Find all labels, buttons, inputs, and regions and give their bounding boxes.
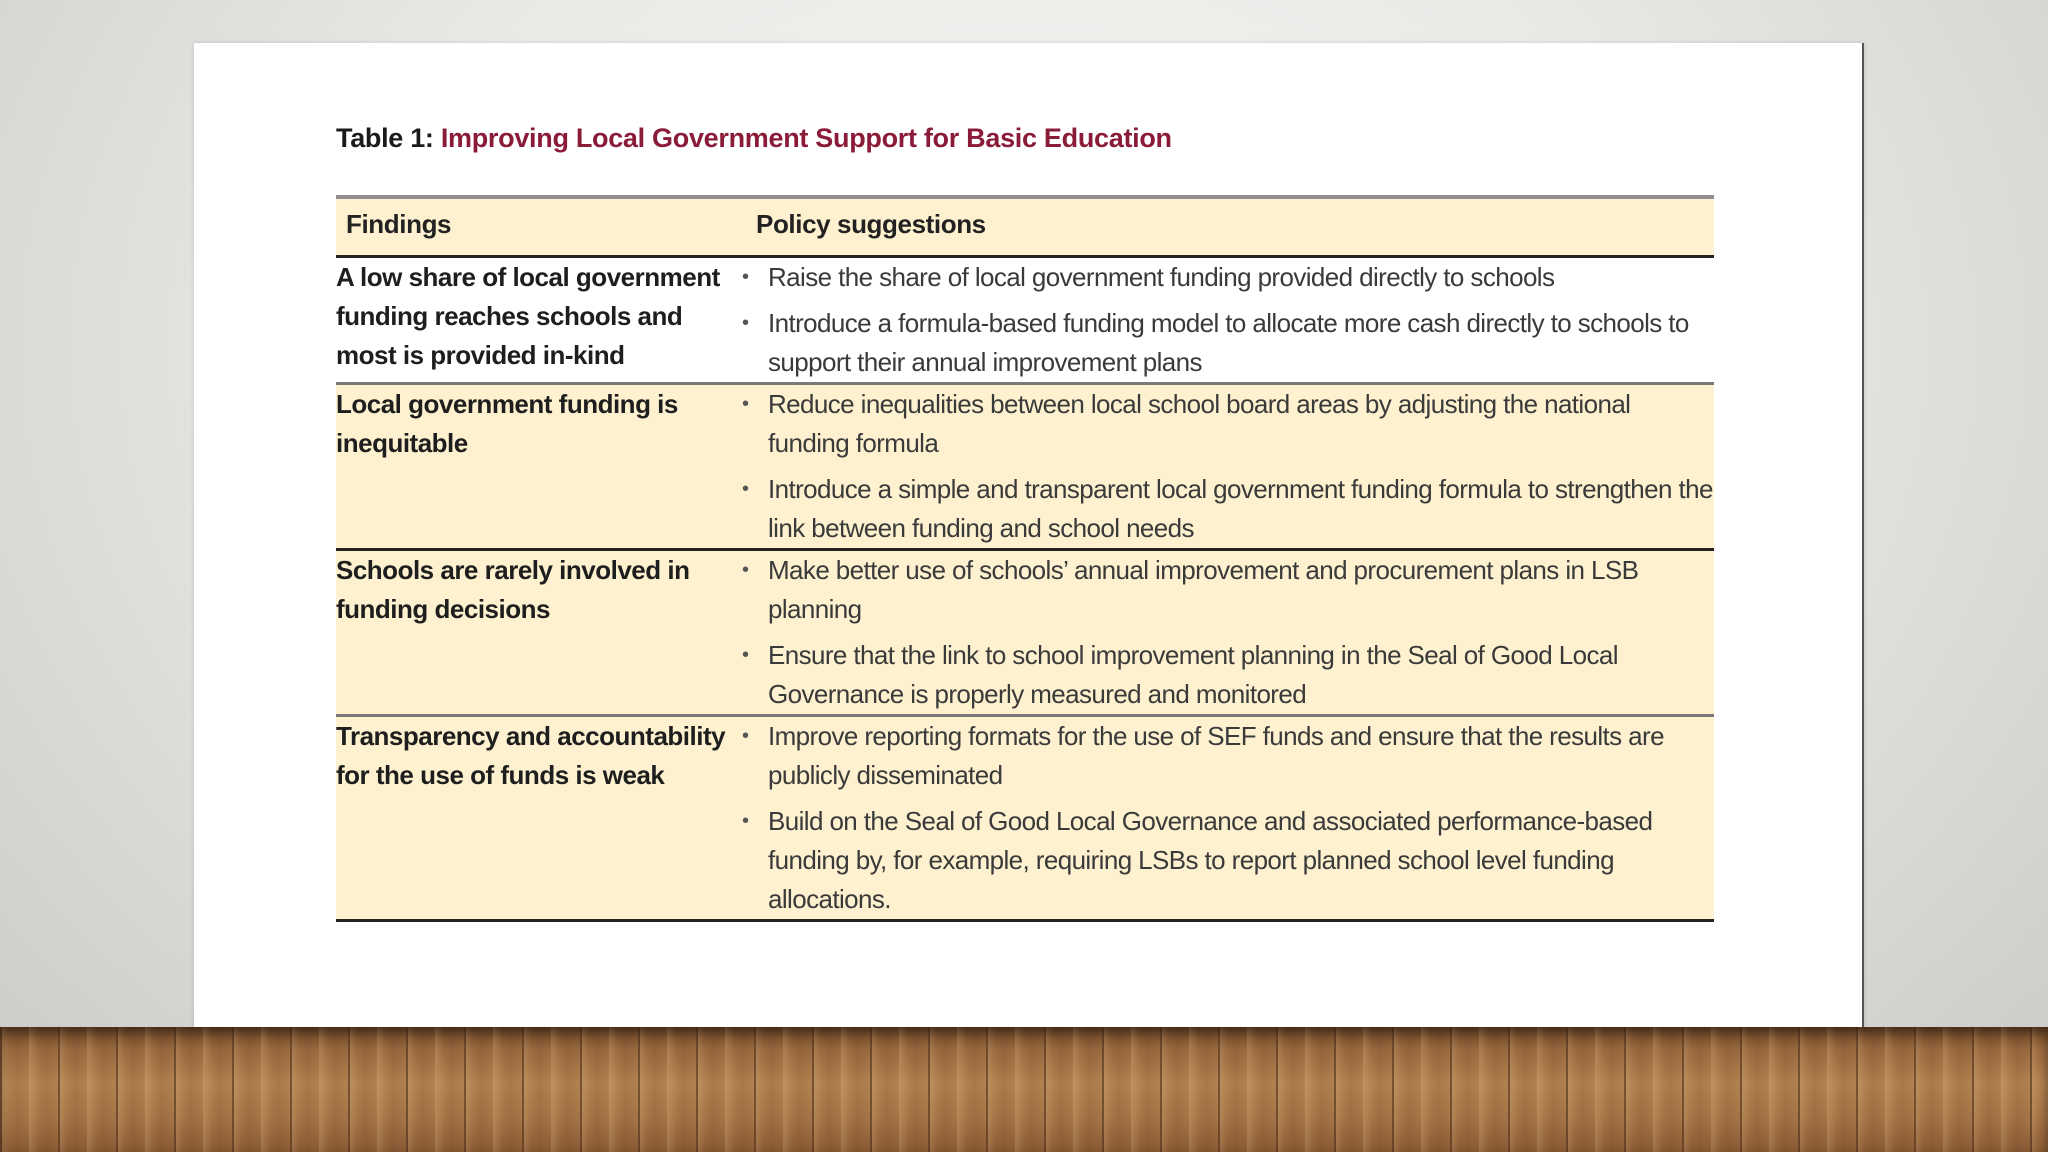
- bullet-icon: •: [742, 265, 749, 288]
- suggestion-text: Build on the Seal of Good Local Governance and associated performance-based funding by, for example, requiring LSBs to report planned school level funding allocations.: [768, 805, 1653, 914]
- table-row: [336, 256, 1714, 383]
- suggestion-text: Improve reporting formats for the use of SEF funds and ensure that the results are publicly disseminated: [768, 720, 1664, 790]
- bullet-icon: •: [742, 392, 749, 415]
- suggestion-item: [742, 470, 1714, 548]
- table-title-text: Improving Local Government Support for Basic Education: [440, 123, 1172, 153]
- suggestion-item: [742, 258, 1714, 297]
- table-label: Table 1:: [336, 123, 434, 153]
- header-findings: Findings: [336, 197, 742, 256]
- suggestion-item: [742, 636, 1714, 714]
- finding-cell: Transparency and accountability for the use of funds is weak: [336, 715, 742, 920]
- table-row: [336, 383, 1714, 549]
- suggestion-text: Ensure that the link to school improvement planning in the Seal of Good Local Governance is properly measured and monitored: [768, 639, 1618, 709]
- suggestions-cell: [742, 715, 1714, 920]
- table-row: [336, 715, 1714, 920]
- suggestion-item: [742, 385, 1714, 463]
- suggestion-item: [742, 551, 1714, 629]
- suggestions-cell: [742, 256, 1714, 383]
- wooden-floor-background: [0, 1027, 2048, 1152]
- finding-cell: Schools are rarely involved in funding decisions: [336, 549, 742, 715]
- suggestion-text: Make better use of schools’ annual improvement and procurement plans in LSB planning: [768, 554, 1639, 624]
- bullet-icon: •: [742, 809, 749, 832]
- bullet-icon: •: [742, 477, 749, 500]
- suggestion-item: [742, 802, 1714, 919]
- suggestion-text: Raise the share of local government funding provided directly to schools: [768, 261, 1555, 292]
- finding-cell: Local government funding is inequitable: [336, 383, 742, 549]
- bullet-icon: •: [742, 724, 749, 747]
- header-policy-suggestions: Policy suggestions: [742, 197, 1714, 256]
- table-title: [336, 123, 1172, 154]
- suggestion-text: Introduce a simple and transparent local government funding formula to strengthen the link between funding and school needs: [768, 473, 1713, 543]
- bullet-icon: •: [742, 558, 749, 581]
- suggestion-item: [742, 304, 1714, 382]
- bullet-icon: •: [742, 643, 749, 666]
- suggestion-text: Introduce a formula-based funding model to allocate more cash directly to schools to support their annual improvement plans: [768, 307, 1689, 377]
- suggestion-item: [742, 717, 1714, 795]
- suggestions-cell: [742, 549, 1714, 715]
- suggestion-text: Reduce inequalities between local school board areas by adjusting the national funding formula: [768, 388, 1631, 458]
- finding-cell: A low share of local government funding reaches schools and most is provided in-kind: [336, 256, 742, 383]
- suggestions-cell: [742, 383, 1714, 549]
- slide-page: [194, 43, 1864, 1027]
- table-row: [336, 549, 1714, 715]
- policy-table: [336, 195, 1714, 922]
- bullet-icon: •: [742, 311, 749, 334]
- table-header-row: [336, 197, 1714, 256]
